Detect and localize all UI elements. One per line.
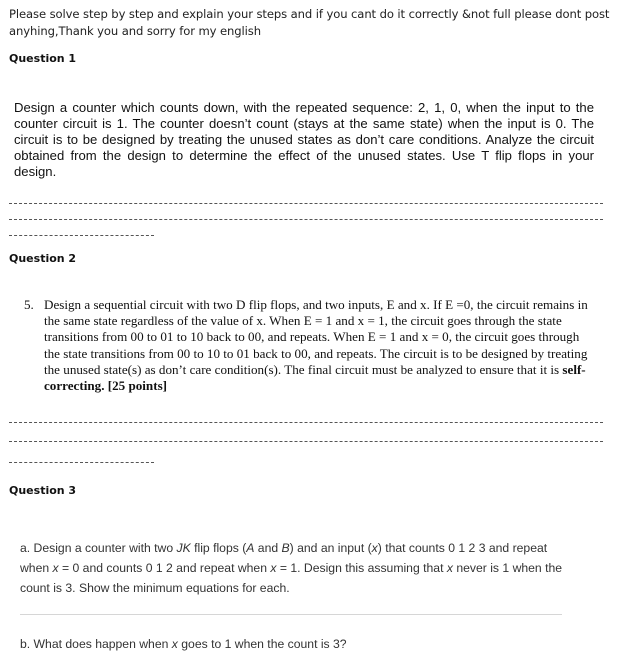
answer-line xyxy=(9,203,603,204)
text-run: = 0 and counts 0 1 2 and repeat when xyxy=(58,561,271,575)
text-run-italic: x xyxy=(52,561,59,575)
intro-line-2: anyhing,Thank you and sorry for my english xyxy=(9,24,261,38)
text-run-italic: x xyxy=(446,561,453,575)
text-run-italic: x xyxy=(371,541,378,555)
question-1-title: Question 1 xyxy=(9,52,77,65)
answer-line xyxy=(9,219,603,220)
intro-line-1: Please solve step by step and explain your steps and if you cant do it correctly &not full please dont post xyxy=(9,7,610,21)
question-2-block xyxy=(24,297,589,394)
text-run: ) that counts 0 1 2 3 and repeat when xyxy=(20,541,548,575)
text-run: and xyxy=(254,541,282,555)
answer-line xyxy=(9,235,154,236)
question-3-part-a xyxy=(20,538,575,598)
answer-line xyxy=(9,441,603,442)
text-run-italic: x xyxy=(171,637,178,651)
intro-text xyxy=(9,6,614,40)
text-run: goes to 1 when the count is 3? xyxy=(177,637,347,651)
text-run: b. What does happen when xyxy=(20,637,172,651)
question-3-title: Question 3 xyxy=(9,484,77,497)
question-2-body: Design a sequential circuit with two D flip flops, and two inputs, E and x. If E =0, the circuit remains in the same state regardless of the value of x. When E = 1 and x = 1, the circuit goes through the state transitions from 00 to 01 to 10 back to 00, and repeats. When E = 1 and x = 0, the circuit goes through the state transitions from 00 to 10 to 01 back to 00, and repeats. The circuit is to be designed by treating the unused state(s) as don’t care condition(s). The final circuit must be analyzed to ensure that it is xyxy=(44,297,588,377)
text-run: = 1. Design this assuming that xyxy=(276,561,447,575)
answer-line xyxy=(9,422,603,423)
question-2-text xyxy=(44,297,589,394)
text-run-italic: B xyxy=(281,541,290,555)
text-run-italic: JK xyxy=(176,541,191,555)
question-3-part-b xyxy=(20,634,575,654)
text-run: never is 1 when the count is 3. Show the minimum equations for each. xyxy=(20,561,563,595)
text-run-italic: A xyxy=(246,541,255,555)
text-run: flip flops ( xyxy=(190,541,247,555)
text-run-italic: x xyxy=(270,561,277,575)
question-1-text: Design a counter which counts down, with the repeated sequence: 2, 1, 0, when the input to the counter circuit is 1. The counter doesn’t count (stays at the same state) when the input is 0. The circuit is to be designed by treating the unused states as don’t care conditions. Analyze the circuit obtained from the design to determine the effect of the unused states. Use T flip flops in your design. xyxy=(14,100,594,179)
answer-line xyxy=(9,462,154,463)
text-run: a. Design a counter with two xyxy=(20,541,177,555)
text-run: ) and an input ( xyxy=(289,541,372,555)
question-2-bold: self-correcting. [25 points] xyxy=(44,361,586,394)
divider xyxy=(20,614,562,615)
question-2-title: Question 2 xyxy=(9,252,77,265)
question-2-number: 5. xyxy=(24,297,34,312)
